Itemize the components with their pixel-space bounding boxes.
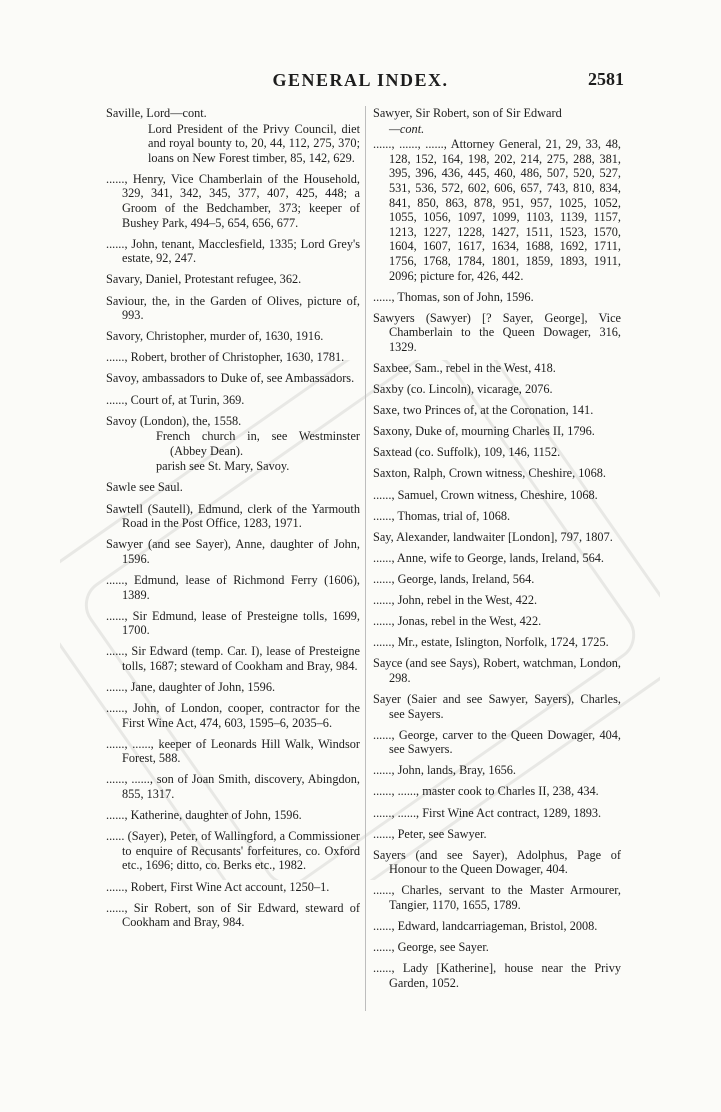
index-entry: ......, John, rebel in the West, 422. <box>373 593 538 608</box>
index-entry: ......, George, carver to the Queen Dowager, 404, see Sawyers. <box>373 727 621 757</box>
index-entry: ...... (Sayer), Peter, of Wallingford, a Commissioner to enquire of Recusants' forfeitures, co. Oxford etc., 1696; ditto, co. Berks etc., 1982. <box>106 829 360 873</box>
index-entry: ......, ......, keeper of Leonards Hill Walk, Windsor Forest, 588. <box>106 736 360 766</box>
index-entry: French church in, see Westminster (Abbey Dean). <box>156 429 360 458</box>
index-entry: Sawyer (and see Sayer), Anne, daughter of John, 1596. <box>106 537 360 566</box>
index-entry: ......, Jane, daughter of John, 1596. <box>106 680 276 694</box>
index-entry: ......, Edmund, lease of Richmond Ferry (1606), 1389. <box>106 572 360 602</box>
index-entry: ......, Anne, wife to George, lands, Ireland, 564. <box>373 550 604 565</box>
index-entry: ......, Robert, First Wine Act account, 1250–1. <box>106 879 330 894</box>
page-number: 2581 <box>588 69 624 89</box>
index-entry: —cont. <box>389 121 425 136</box>
index-entry: Savoy, ambassadors to Duke of, see Ambassadors. <box>106 371 355 386</box>
index-entry: ......, Mr., estate, Islington, Norfolk, 1724, 1725. <box>373 635 609 650</box>
index-entry: ......, Jonas, rebel in the West, 422. <box>373 614 542 629</box>
index-entry: ......, George, lands, Ireland, 564. <box>373 571 535 586</box>
index-entry: Sayce (and see Says), Robert, watchman, London, 298. <box>373 656 621 685</box>
index-entry: Saxton, Ralph, Crown witness, Cheshire, 1068. <box>373 466 606 481</box>
index-entry: ......, Thomas, trial of, 1068. <box>373 508 511 523</box>
index-entry: Saxtead (co. Suffolk), 109, 146, 1152. <box>373 445 561 460</box>
index-entry: ......, George, see Sayer. <box>373 940 489 955</box>
page-title: GENERAL INDEX. <box>272 70 449 90</box>
index-entry: ......, ......, son of Joan Smith, discovery, Abingdon, 855, 1317. <box>106 772 360 802</box>
index-entry: Saviour, the, in the Garden of Olives, picture of, 993. <box>106 293 360 323</box>
index-entry: Savoy (London), the, 1558. <box>106 413 242 428</box>
index-entry: ......, Sir Edmund, lease of Presteigne tolls, 1699, 1700. <box>106 608 360 638</box>
index-entry: ......, Lady [Katherine], house near the Privy Garden, 1052. <box>373 961 621 990</box>
index-entry: ......, Sir Edward (temp. Car. I), lease of Presteigne tolls, 1687; steward of Cookham and Bray, 984. <box>106 644 360 673</box>
index-entry: ......, Peter, see Sawyer. <box>373 826 487 841</box>
index-entry: ......, Henry, Vice Chamberlain of the Household, 329, 341, 342, 345, 377, 407, 425, 448; a Groom of the Bedchamber, 373; keeper of Bushey Park, 494–5, 654, 656, 677. <box>106 171 360 230</box>
column-divider <box>365 106 366 1011</box>
index-column-right <box>373 106 621 997</box>
index-entry: ......, John, tenant, Macclesfield, 1335; Lord Grey's estate, 92, 247. <box>106 236 360 266</box>
index-entry: ......, Edward, landcarriageman, Bristol, 2008. <box>373 919 598 934</box>
index-column-left <box>106 106 360 936</box>
index-entry: Saxe, two Princes of, at the Coronation, 141. <box>373 403 594 418</box>
index-entry: Sayers (and see Sayer), Adolphus, Page of Honour to the Queen Dowager, 404. <box>373 847 621 877</box>
index-entry: ......, ......, First Wine Act contract, 1289, 1893. <box>373 805 602 820</box>
index-entry: Sawyer, Sir Robert, son of Sir Edward <box>373 106 562 120</box>
index-entry: Say, Alexander, landwaiter [London], 797, 1807. <box>373 529 613 544</box>
index-entry: Saxbee, Sam., rebel in the West, 418. <box>373 361 556 375</box>
index-entry: Saville, Lord—cont. <box>106 106 207 120</box>
index-entry: Saxony, Duke of, mourning Charles II, 1796. <box>373 424 595 439</box>
index-entry: Savary, Daniel, Protestant refugee, 362. <box>106 272 302 287</box>
index-entry: Savory, Christopher, murder of, 1630, 1916. <box>106 329 324 344</box>
index-entry: ......, Court of, at Turin, 369. <box>106 392 245 407</box>
index-entry: ......, Robert, brother of Christopher, 1630, 1781. <box>106 350 345 365</box>
index-entry: ......, Katherine, daughter of John, 1596. <box>106 808 302 823</box>
index-entry: ......, ......, master cook to Charles II, 238, 434. <box>373 784 599 799</box>
index-entry: Saxby (co. Lincoln), vicarage, 2076. <box>373 382 553 397</box>
index-entry: parish see St. Mary, Savoy. <box>156 459 290 474</box>
index-entry: ......, Sir Robert, son of Sir Edward, steward of Cookham and Bray, 984. <box>106 900 360 930</box>
index-entry: ......, Thomas, son of John, 1596. <box>373 289 534 304</box>
index-entry: Sayer (Saier and see Sawyer, Sayers), Charles, see Sayers. <box>373 692 621 721</box>
index-entry: ......, John, of London, cooper, contractor for the First Wine Act, 474, 603, 1595–6, 2035–6. <box>106 701 360 730</box>
index-entry: ......, Samuel, Crown witness, Cheshire, 1068. <box>373 487 598 502</box>
index-entry: ......, ......, ......, Attorney General, 21, 29, 33, 48, 128, 152, 164, 198, 202, 214, 275, 288, 381, 395, 396, 436, 445, 460, 486, 507, 520, 527, 531, 536, 572, 602, 606, 657, 743, 810, 834, 841, 850, 863, 878, 951, 957, 1025, 1052, 1055, 1056, 1097, 1099, 1103, 1139, 1157, 1213, 1227, 1228, 1427, 1511, 1523, 1570, 1604, 1607, 1617, 1634, 1688, 1692, 1711, 1756, 1768, 1784, 1801, 1859, 1893, 1911, 2096; picture for, 426, 442. <box>373 137 621 283</box>
index-entry: ......, John, lands, Bray, 1656. <box>373 763 516 778</box>
index-entry: Lord President of the Privy Council, diet and royal bounty to, 20, 44, 112, 275, 370; loans on New Forest timber, 85, 142, 629. <box>148 121 360 165</box>
index-entry: Sawtell (Sautell), Edmund, clerk of the Yarmouth Road in the Post Office, 1283, 1971. <box>106 501 360 531</box>
index-entry: Sawle see Saul. <box>106 480 183 495</box>
index-entry: Sawyers (Sawyer) [? Sayer, George], Vice Chamberlain to the Queen Dowager, 316, 1329. <box>373 310 621 354</box>
index-entry: ......, Charles, servant to the Master Armourer, Tangier, 1170, 1655, 1789. <box>373 883 621 913</box>
